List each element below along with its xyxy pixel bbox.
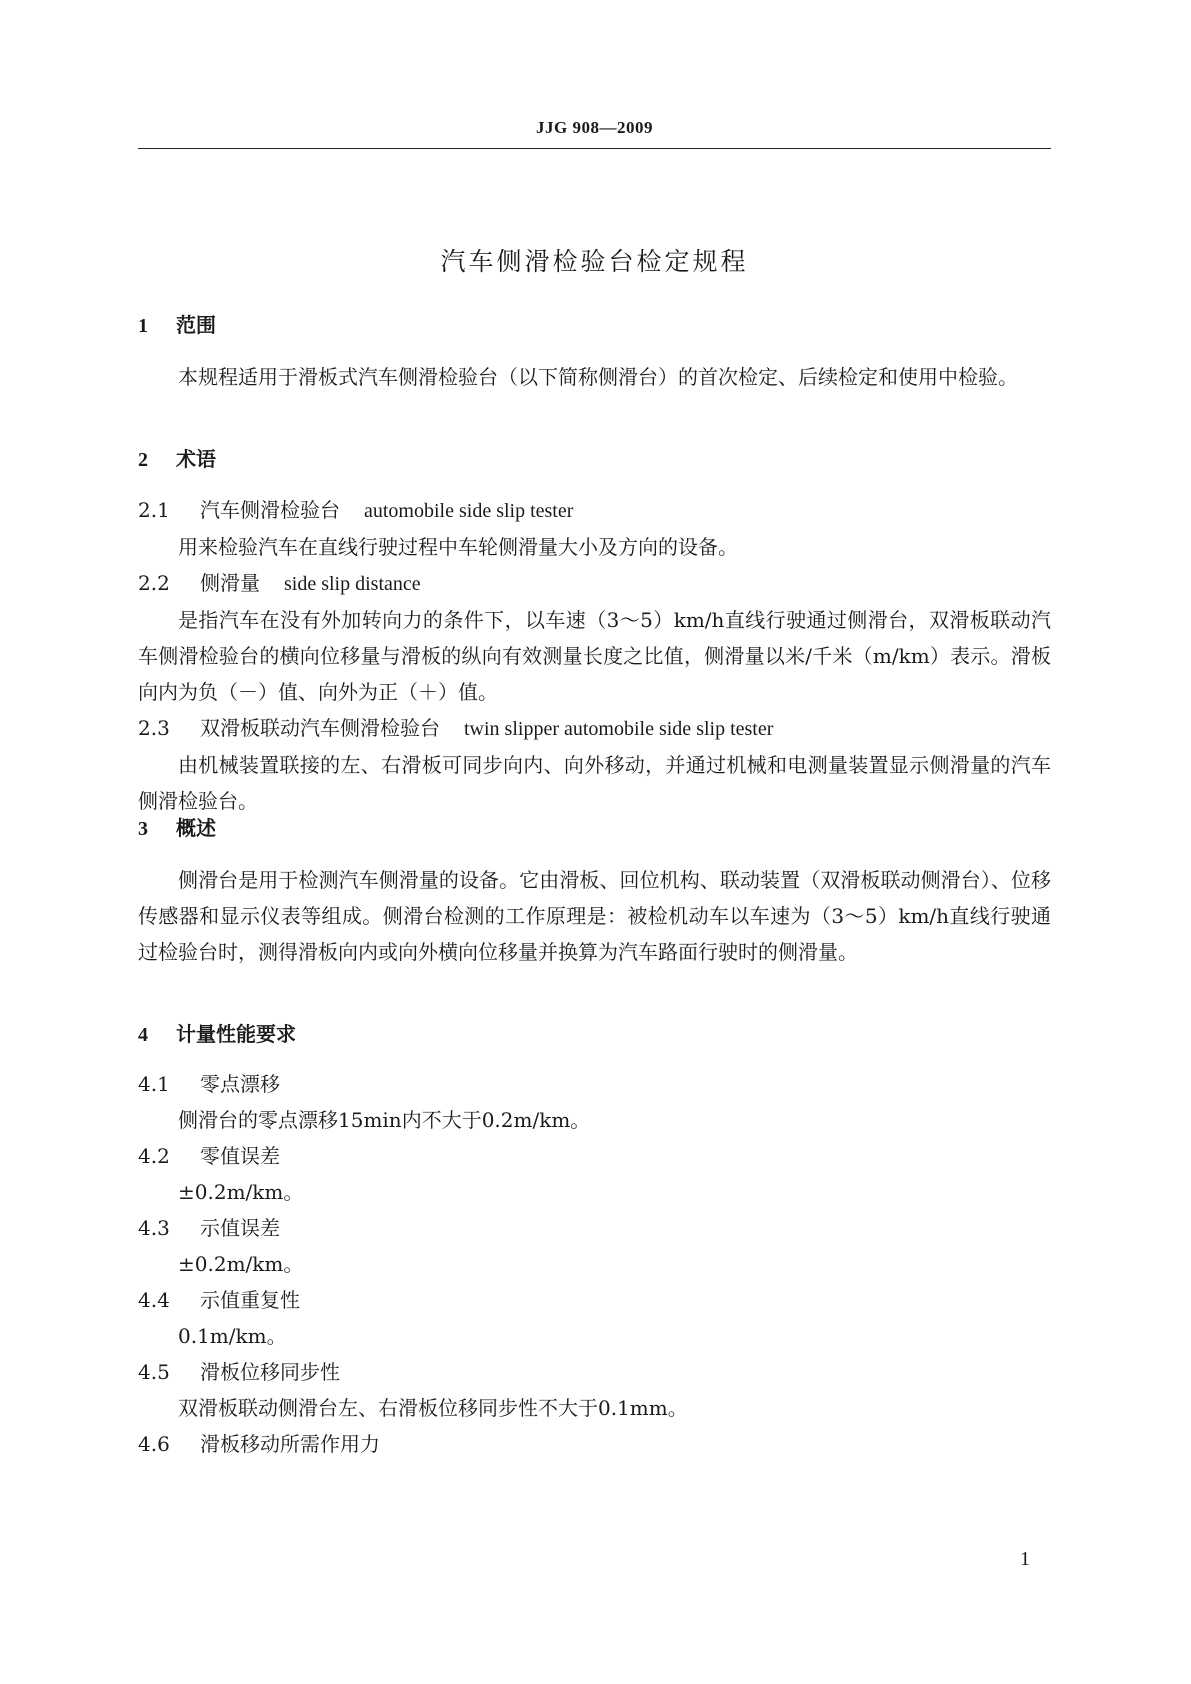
section-1 [138, 307, 1051, 344]
req-4-5-heading: 4.5 滑板位移同步性 [138, 1360, 340, 1384]
req-4-2-value: ±0.2m/km。 [178, 1180, 304, 1204]
section-3-paragraph: 侧滑台是用于检测汽车侧滑量的设备。它由滑板、回位机构、联动装置（双滑板联动侧滑台）、位移传感器和显示仪表等组成。侧滑台检测的工作原理是：被检机动车以车速为（3～5）km/h直线行驶通过检验台时，测得滑板向内或向外横向位移量并换算为汽车路面行驶时的侧滑量。 [138, 868, 1051, 964]
section-3-heading: 3 概述 [138, 816, 216, 840]
section-3 [138, 810, 1051, 847]
req-4-3-heading: 4.3 示值误差 [138, 1216, 280, 1240]
section-1-heading: 1 范围 [138, 313, 216, 337]
term-2-1-heading: 2.1 汽车侧滑检验台 automobile side slip tester [138, 498, 574, 522]
term-2-3-definition: 由机械装置联接的左、右滑板可同步向内、向外移动，并通过机械和电测量装置显示侧滑量的汽车侧滑检验台。 [138, 753, 1051, 813]
section-2 [138, 441, 1051, 478]
page-title: 汽车侧滑检验台检定规程 [440, 247, 749, 276]
section-2-heading: 2 术语 [138, 447, 216, 471]
req-4-4-heading: 4.4 示值重复性 [138, 1288, 300, 1312]
section-3-body [138, 862, 1051, 970]
section-4-heading: 4 计量性能要求 [138, 1022, 296, 1046]
req-4-4-value: 0.1m/km。 [178, 1324, 287, 1348]
running-header: JJG 908—2009 [536, 118, 653, 137]
req-4-1-heading: 4.1 零点漂移 [138, 1072, 280, 1096]
section-4 [138, 1016, 1051, 1053]
req-4-2-heading: 4.2 零值误差 [138, 1144, 280, 1168]
section-2-body [138, 492, 1051, 819]
req-4-1-value: 侧滑台的零点漂移15min内不大于0.2m/km。 [178, 1108, 591, 1132]
term-2-2-definition: 是指汽车在没有外加转向力的条件下，以车速（3～5）km/h直线行驶通过侧滑台，双滑板联动汽车侧滑检验台的横向位移量与滑板的纵向有效测量长度之比值，侧滑量以米/千米（m/km）表示。滑板向内为负（－）值、向外为正（＋）值。 [138, 608, 1051, 704]
term-2-1-definition: 用来检验汽车在直线行驶过程中车轮侧滑量大小及方向的设备。 [178, 535, 738, 559]
req-4-3-value: ±0.2m/km。 [178, 1252, 304, 1276]
term-2-3-heading: 2.3 双滑板联动汽车侧滑检验台 twin slipper automobile side slip tester [138, 716, 774, 740]
term-2-2-heading: 2.2 侧滑量 side slip distance [138, 571, 421, 595]
req-4-5-value: 双滑板联动侧滑台左、右滑板位移同步性不大于0.1mm。 [178, 1396, 688, 1420]
req-4-6-heading: 4.6 滑板移动所需作用力 [138, 1432, 380, 1456]
section-1-paragraph: 本规程适用于滑板式汽车侧滑检验台（以下简称侧滑台）的首次检定、后续检定和使用中检验。 [178, 365, 1018, 389]
page-number: 1 [1020, 1548, 1030, 1570]
section-4-body [138, 1066, 1051, 1462]
section-1-body [138, 359, 1051, 395]
header-rule [138, 148, 1051, 149]
